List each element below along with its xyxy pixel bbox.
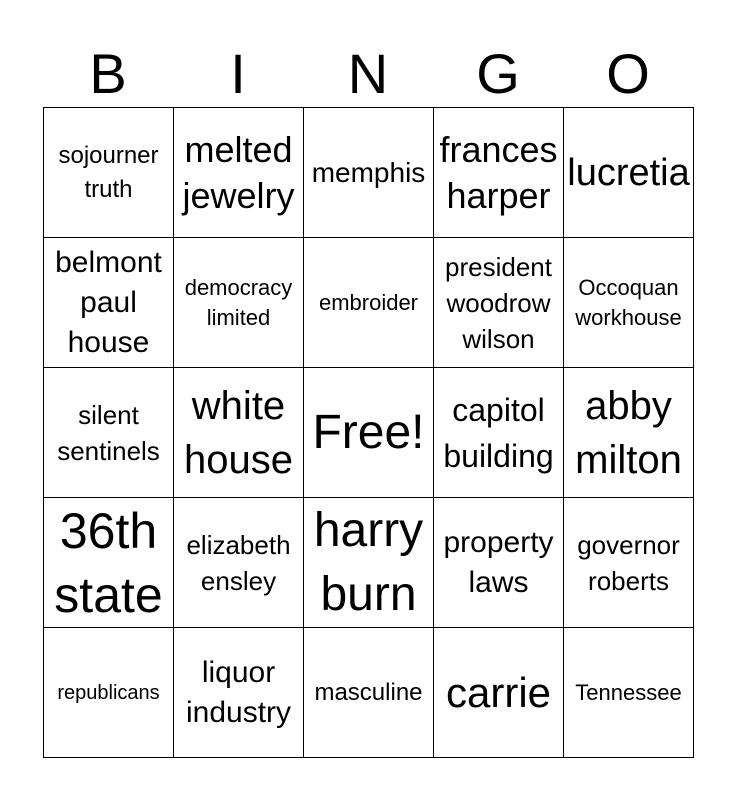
bingo-cell-r4c1[interactable] [44,498,174,628]
cell-text: melted jewelry [182,128,295,216]
cell-text: elizabeth ensley [186,529,291,596]
cell-text: white house [184,383,293,482]
cell-text: frances harper [439,128,558,216]
cell-text: 36th state [54,502,163,623]
bingo-cell-r3c3[interactable] [304,368,434,498]
bingo-cell-r1c3[interactable] [304,108,434,238]
cell-text: harry burn [313,503,424,621]
cell-text: Tennessee [575,679,682,705]
cell-text: carrie [445,668,552,716]
bingo-cell-r1c1[interactable] [44,108,174,238]
bingo-cell-r2c1[interactable] [44,238,174,368]
cell-text: democracy limited [184,274,293,330]
bingo-cell-r5c2[interactable] [174,628,304,758]
bingo-cell-r2c5[interactable] [564,238,694,368]
cell-text: president woodrow wilson [445,251,552,354]
cell-text: republicans [57,681,160,704]
header-letter-g: G [476,42,520,105]
bingo-cell-r3c1[interactable] [44,368,174,498]
bingo-cell-r5c3[interactable] [304,628,434,758]
bingo-cell-r2c3[interactable] [304,238,434,368]
bingo-cell-r5c1[interactable] [44,628,174,758]
cell-text: Free! [312,405,425,459]
cell-text: silent sentinels [57,399,160,466]
bingo-cell-r2c4[interactable] [434,238,564,368]
cell-text: lucretia [567,151,690,194]
bingo-board [43,107,694,758]
bingo-cell-r5c4[interactable] [434,628,564,758]
header-letter-b: B [89,42,127,105]
cell-text: governor roberts [577,529,680,596]
cell-text: memphis [311,156,426,188]
cell-text: embroider [318,289,419,315]
cell-text: capitol building [443,391,554,474]
header-letter-i: I [230,42,246,105]
cell-text: belmont paul house [55,245,162,359]
cell-text: masculine [314,678,423,706]
bingo-cell-r4c3[interactable] [304,498,434,628]
bingo-cell-r2c2[interactable] [174,238,304,368]
bingo-cell-r5c5[interactable] [564,628,694,758]
header-letter-n: N [347,42,389,105]
cell-text: sojourner truth [58,141,159,203]
cell-text: property laws [443,525,554,599]
cell-text: liquor industry [185,655,292,729]
bingo-cell-r1c5[interactable] [564,108,694,238]
bingo-cell-r4c5[interactable] [564,498,694,628]
bingo-cell-r1c4[interactable] [434,108,564,238]
cell-text: abby milton [575,383,682,482]
bingo-cell-r3c5[interactable] [564,368,694,498]
bingo-cell-r3c4[interactable] [434,368,564,498]
header-letter-o: O [606,42,650,105]
bingo-cell-r4c4[interactable] [434,498,564,628]
bingo-header [43,40,693,108]
bingo-cell-r3c2[interactable] [174,368,304,498]
bingo-cell-r1c2[interactable] [174,108,304,238]
bingo-cell-r4c2[interactable] [174,498,304,628]
cell-text: Occoquan workhouse [575,274,682,330]
